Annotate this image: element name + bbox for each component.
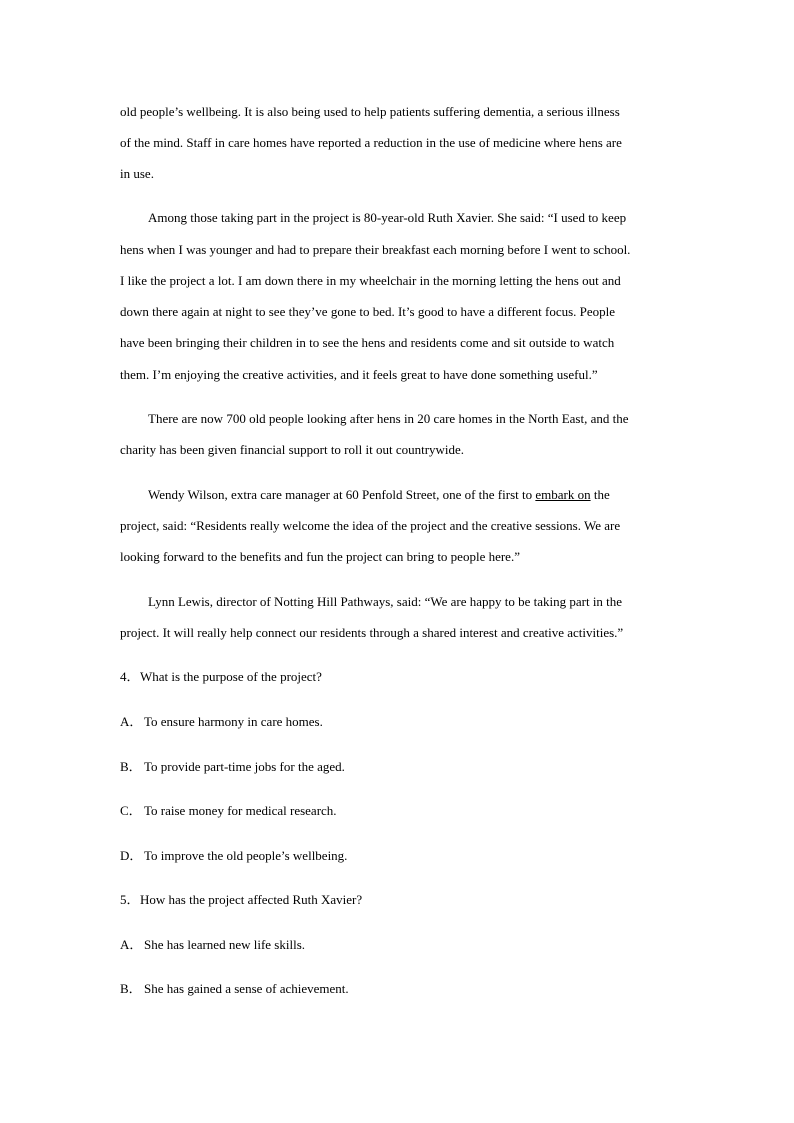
option-label: B．	[120, 981, 142, 996]
question-4-option-c	[120, 803, 337, 819]
underlined-phrase: embark on	[535, 487, 591, 502]
option-label: B．	[120, 759, 142, 774]
passage-p5-line-1: Lynn Lewis, director of Notting Hill Pathways, said: “We are happy to be taking part in the	[148, 594, 623, 609]
passage-p4-text-after: the	[590, 487, 610, 502]
passage-p2-line-1: Among those taking part in the project is 80-year-old Ruth Xavier. She said: “I used to keep	[148, 210, 627, 225]
question-4-option-d	[120, 848, 347, 864]
question-4	[120, 669, 322, 685]
option-label: C．	[120, 803, 142, 818]
passage-p1-line-1: old people’s wellbeing. It is also being used to help patients suffering dementia, a serious illness	[120, 104, 620, 119]
question-5	[120, 892, 362, 908]
passage-p5-line-2: project. It will really help connect our residents through a shared interest and creative activities.”	[120, 625, 624, 640]
option-label: A．	[120, 714, 143, 729]
passage-p2-line-4: down there again at night to see they’ve gone to bed. It’s good to have a different focus. People	[120, 304, 616, 319]
passage-p2-line-2: hens when I was younger and had to prepare their breakfast each morning before I went to school.	[120, 242, 631, 257]
passage-p4-text-before: Wendy Wilson, extra care manager at 60 Penfold Street, one of the first to	[148, 487, 536, 502]
question-5-option-a	[120, 937, 305, 953]
option-text: To provide part-time jobs for the aged.	[144, 759, 345, 774]
question-5-option-b	[120, 981, 349, 997]
passage-p3-line-2: charity has been given financial support to roll it out countrywide.	[120, 442, 465, 457]
passage-p2-line-3: I like the project a lot. I am down there in my wheelchair in the morning letting the hens out and	[120, 273, 621, 288]
option-label: D．	[120, 848, 143, 863]
passage-p4-line-1	[120, 487, 610, 503]
question-4-option-a	[120, 714, 323, 730]
option-text: To raise money for medical research.	[144, 803, 337, 818]
passage-p3-line-1: There are now 700 old people looking after hens in 20 care homes in the North East, and the	[148, 411, 629, 426]
question-number: 5．	[120, 892, 140, 907]
option-text: To ensure harmony in care homes.	[144, 714, 323, 729]
passage-p2-line-5: have been bringing their children in to see the hens and residents come and sit outside to watch	[120, 335, 615, 350]
question-number: 4．	[120, 669, 140, 684]
passage-p4-line-3: looking forward to the benefits and fun the project can bring to people here.”	[120, 549, 520, 564]
passage-p4-line-2: project, said: “Residents really welcome the idea of the project and the creative sessions. We are	[120, 518, 621, 533]
passage-p1-line-3: in use.	[120, 166, 154, 181]
option-text: To improve the old people’s wellbeing.	[144, 848, 348, 863]
option-label: A．	[120, 937, 143, 952]
option-text: She has gained a sense of achievement.	[144, 981, 349, 996]
passage-p1-line-2: of the mind. Staff in care homes have reported a reduction in the use of medicine where hens are	[120, 135, 622, 150]
question-text: What is the purpose of the project?	[140, 669, 322, 684]
question-text: How has the project affected Ruth Xavier?	[140, 892, 363, 907]
passage-p2-line-6: them. I’m enjoying the creative activities, and it feels great to have done something useful.”	[120, 367, 598, 382]
option-text: She has learned new life skills.	[144, 937, 306, 952]
question-4-option-b	[120, 759, 345, 775]
